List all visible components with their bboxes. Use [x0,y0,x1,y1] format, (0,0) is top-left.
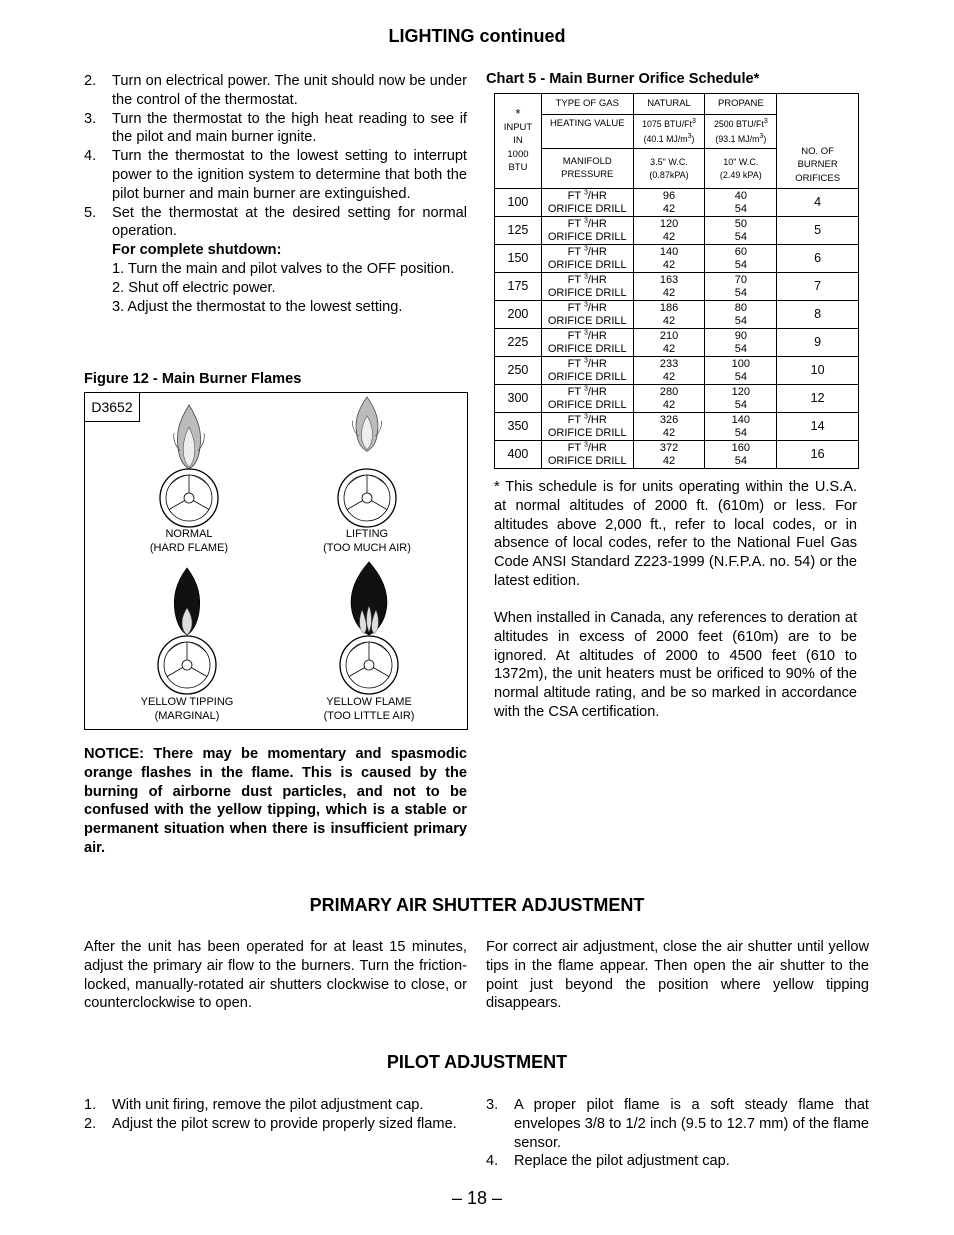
schedule-note: * This schedule is for units operating within the U.S.A. at normal altitudes of 2000 ft. (610m) or less. For altitudes above 2,000 ft., refer to local codes, or in absence of local codes, refer to the National Fuel Gas Code ANSI Standard Z223-1999 (N.F.P.A. no. 54) or the latest edition. [494,479,857,589]
orifice-row [495,273,859,301]
row-units: FT $^3$/HR ORIFICE DRILL [541,301,633,329]
chart-caption: Chart 5 - Main Burner Orifice Schedule* [486,71,760,87]
row-natural: 210 42 [633,329,705,357]
input-header: * INPUT IN 1000 BTU [495,94,542,189]
row-natural: 186 42 [633,301,705,329]
row-propane: 120 54 [705,385,777,413]
row-input: 400 [495,441,542,469]
row-orifices: 6 [777,245,859,273]
pilot-steps-right [486,1096,869,1171]
burner-orifices-header: NO. OF BURNER ORIFICES [777,94,859,189]
row-orifices: 12 [777,385,859,413]
orifice-row [495,441,859,469]
pilot-step: 2. Adjust the pilot screw to provide properly sized flame. [84,1115,457,1132]
row-input: 225 [495,329,542,357]
orifice-row [495,385,859,413]
natural-header: NATURAL [633,94,705,115]
type-of-gas-header: TYPE OF GAS [541,94,633,115]
row-units: FT $^3$/HR ORIFICE DRILL [541,273,633,301]
shutdown-step: 2. Shut off electric power. [112,279,276,296]
flame-illustrations [85,393,467,729]
orifice-row [495,413,859,441]
row-units: FT $^3$/HR ORIFICE DRILL [541,413,633,441]
row-input: 125 [495,217,542,245]
air-shutter-left: After the unit has been operated for at least 15 minutes, adjust the primary air flow to the burners. Turn the friction-locked, manually-rotated air shutters clockwise to close, or counterclockwise to open. [84,939,467,1012]
orifice-schedule-table [494,93,859,469]
row-natural: 233 42 [633,357,705,385]
row-units: FT $^3$/HR ORIFICE DRILL [541,217,633,245]
row-input: 250 [495,357,542,385]
orifice-row [495,189,859,217]
lighting-steps [84,72,467,316]
notice: NOTICE: There may be momentary and spasmodic orange flashes in the flame. This is caused by the burning of airborne dust particles, and not to be confused with the yellow tipping, which is a stable or permanent situation when there is insufficient primary air. [84,746,467,856]
row-orifices: 4 [777,189,859,217]
row-natural: 163 42 [633,273,705,301]
row-units: FT $^3$/HR ORIFICE DRILL [541,441,633,469]
row-orifices: 7 [777,273,859,301]
row-natural: 372 42 [633,441,705,469]
manifold-pressure-propane: 10" W.C. (2.49 kPA) [705,149,777,189]
section-title-pilot: PILOT ADJUSTMENT [386,1052,568,1072]
flame-label-yellow-flame: YELLOW FLAME (TOO LITTLE AIR) [323,696,415,722]
row-units: FT $^3$/HR ORIFICE DRILL [541,357,633,385]
row-orifices: 16 [777,441,859,469]
row-propane: 90 54 [705,329,777,357]
shutdown-title: For complete shutdown: [112,242,282,259]
row-input: 350 [495,413,542,441]
row-propane: 100 54 [705,357,777,385]
shutdown-step: 1. Turn the main and pilot valves to the OFF position. [112,260,455,277]
canada-note: When installed in Canada, any references to deration at altitudes in excess of 2000 feet (610m) are to be ignored. At altitudes of 2000 to 4500 feet (610 to 1372m), the unit heaters must be orificed to 90% of the normal altitude rating, and be so marked in accordance with the CSA certification. [494,610,857,720]
row-propane: 140 54 [705,413,777,441]
lighting-step: 5. Set the thermostat at the desired setting for normal operation. [84,204,467,240]
row-natural: 326 42 [633,413,705,441]
section-title-lighting-continued: LIGHTING continued [388,26,566,46]
orifice-row [495,357,859,385]
manifold-pressure-natural: 3.5" W.C. (0.87kPA) [633,149,705,189]
pilot-steps-left [84,1096,467,1134]
figure-main-burner-flames [84,392,468,730]
row-units: FT $^3$/HR ORIFICE DRILL [541,189,633,217]
section-title-air-shutter: PRIMARY AIR SHUTTER ADJUSTMENT [309,895,645,915]
row-propane: 40 54 [705,189,777,217]
row-input: 150 [495,245,542,273]
propane-header: PROPANE [705,94,777,115]
row-natural: 96 42 [633,189,705,217]
row-input: 300 [495,385,542,413]
row-input: 100 [495,189,542,217]
row-orifices: 9 [777,329,859,357]
row-propane: 80 54 [705,301,777,329]
pilot-step: 1. With unit firing, remove the pilot adjustment cap. [84,1097,424,1113]
pilot-step: 4. Replace the pilot adjustment cap. [486,1153,730,1170]
orifice-row [495,301,859,329]
row-propane: 60 54 [705,245,777,273]
heating-value-natural: 1075 BTU/Ft$^3$ (40.1 $MJ/m^3$) [633,115,705,149]
orifice-row [495,329,859,357]
flame-label-normal: NORMAL (HARD FLAME) [149,528,229,554]
row-orifices: 8 [777,301,859,329]
heating-value-propane: 2500 BTU/Ft$^3$ (93.1 $MJ/m^3$) [705,115,777,149]
figure-code: D3652 [85,393,140,422]
flame-label-yellow-tipping: YELLOW TIPPING (MARGINAL) [140,696,234,722]
lighting-step: 2. Turn on electrical power. The unit should now be under the control of the thermostat. [84,73,467,108]
row-units: FT $^3$/HR ORIFICE DRILL [541,329,633,357]
figure-caption: Figure 12 - Main Burner Flames [84,371,302,387]
row-units: FT $^3$/HR ORIFICE DRILL [541,245,633,273]
row-natural: 140 42 [633,245,705,273]
orifice-row [495,217,859,245]
shutdown-step: 3. Adjust the thermostat to the lowest setting. [112,298,403,315]
row-propane: 70 54 [705,273,777,301]
orifice-row [495,245,859,273]
row-orifices: 10 [777,357,859,385]
row-orifices: 14 [777,413,859,441]
row-propane: 50 54 [705,217,777,245]
row-natural: 120 42 [633,217,705,245]
lighting-step: 3. Turn the thermostat to the high heat reading to see if the pilot and main burner ignite. [84,110,467,146]
air-shutter-right: For correct air adjustment, close the air shutter until yellow tips in the flame appear. Then open the air shutter to the point just beyond the position where yellow tipping disappears. [486,939,869,1012]
row-input: 175 [495,273,542,301]
row-propane: 160 54 [705,441,777,469]
pilot-step: 3. A proper pilot flame is a soft steady flame that envelopes 3/8 to 1/2 inch (9.5 to 12.7 mm) of the flame sensor. [486,1097,869,1151]
row-orifices: 5 [777,217,859,245]
lighting-step: 4. Turn the thermostat to the lowest setting to interrupt power to the ignition system to determine that both the pilot burner and main burner are extinguished. [84,148,467,202]
page-number: – 18 – [451,1188,503,1208]
row-natural: 280 42 [633,385,705,413]
heating-value-header: HEATING VALUE [541,115,633,149]
flame-label-lifting: LIFTING (TOO MUCH AIR) [323,528,411,554]
row-input: 200 [495,301,542,329]
manifold-pressure-header: MANIFOLD PRESSURE [541,149,633,189]
row-units: FT $^3$/HR ORIFICE DRILL [541,385,633,413]
